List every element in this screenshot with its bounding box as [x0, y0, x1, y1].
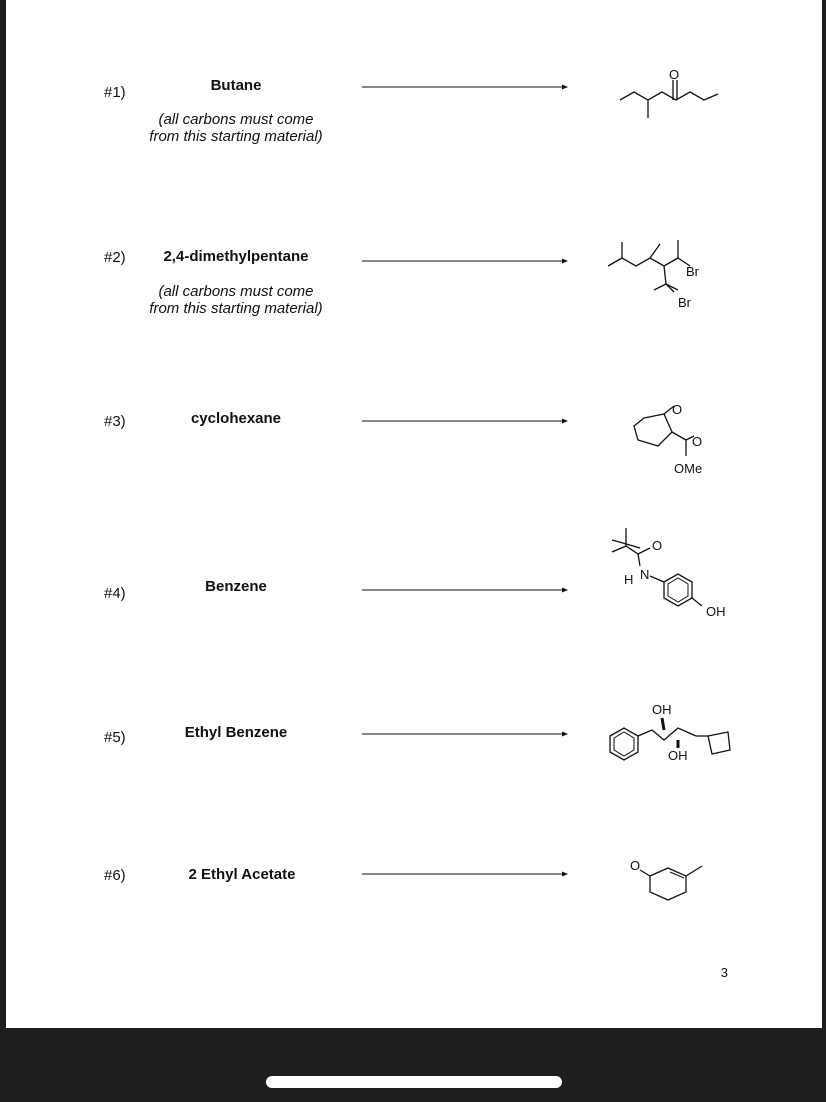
problem-6-cyclohexenone-product-icon: [620, 850, 720, 910]
diol-hydroxyl-label-bottom: OH: [668, 748, 688, 763]
problem-1-starting-material: Butane: [210, 77, 262, 94]
problem-6-starting-material: 2 Ethyl Acetate: [188, 866, 296, 883]
enone-oxygen-label: O: [630, 858, 641, 873]
ketone-oxygen-label: O: [669, 67, 680, 82]
problem-2-number: #2): [104, 249, 126, 266]
problem-1-ketone-product-icon: [610, 64, 730, 124]
problem-3-starting-material: cyclohexane: [190, 410, 282, 427]
problem-5-starting-material: Ethyl Benzene: [184, 724, 288, 741]
problem-1-arrow: [362, 83, 568, 91]
problem-2-dibromide-product-icon: [602, 232, 712, 312]
bromine-label-2: Br: [678, 295, 691, 310]
amide-oxygen-label: O: [652, 538, 663, 553]
problem-2-arrow: [362, 257, 568, 265]
problem-5-arrow: [362, 730, 568, 738]
problem-1-note-line1: (all carbons must come: [158, 111, 314, 128]
amide-nitrogen-label: N: [640, 567, 650, 582]
problem-6-number: #6): [104, 867, 126, 884]
page-number: 3: [720, 965, 728, 980]
problem-1-number: #1): [104, 84, 126, 101]
methoxy-label: OMe: [674, 461, 703, 476]
phenol-hydroxyl-label: OH: [706, 604, 726, 619]
problem-4-arrow: [362, 586, 568, 594]
ester-oxygen-label: O: [692, 434, 703, 449]
problem-1-note: [121, 111, 351, 145]
problem-4-amide-phenol-product-icon: [602, 522, 732, 626]
home-indicator-bar[interactable]: [266, 1076, 562, 1088]
problem-2-note: [121, 283, 351, 317]
problem-3-arrow: [362, 417, 568, 425]
problem-3-number: #3): [104, 413, 126, 430]
problem-2-note-line2: from this starting material): [149, 300, 323, 317]
problem-2-note-line1: (all carbons must come: [158, 283, 314, 300]
bromine-label-1: Br: [686, 264, 699, 279]
problem-5-number: #5): [104, 729, 126, 746]
problem-2-starting-material: 2,4-dimethylpentane: [163, 248, 309, 265]
worksheet-page: [6, 0, 822, 1028]
ketone-oxygen-label-3: O: [672, 402, 683, 417]
diol-hydroxyl-label-top: OH: [652, 702, 672, 717]
problem-4-number: #4): [104, 585, 126, 602]
problem-6-arrow: [362, 870, 568, 878]
problem-5-diol-product-icon: [600, 696, 734, 772]
problem-3-beta-ketoester-product-icon: [620, 396, 730, 480]
problem-4-starting-material: Benzene: [205, 578, 267, 595]
problem-1-note-line2: from this starting material): [149, 128, 323, 145]
amide-hydrogen-label: H: [624, 572, 634, 587]
